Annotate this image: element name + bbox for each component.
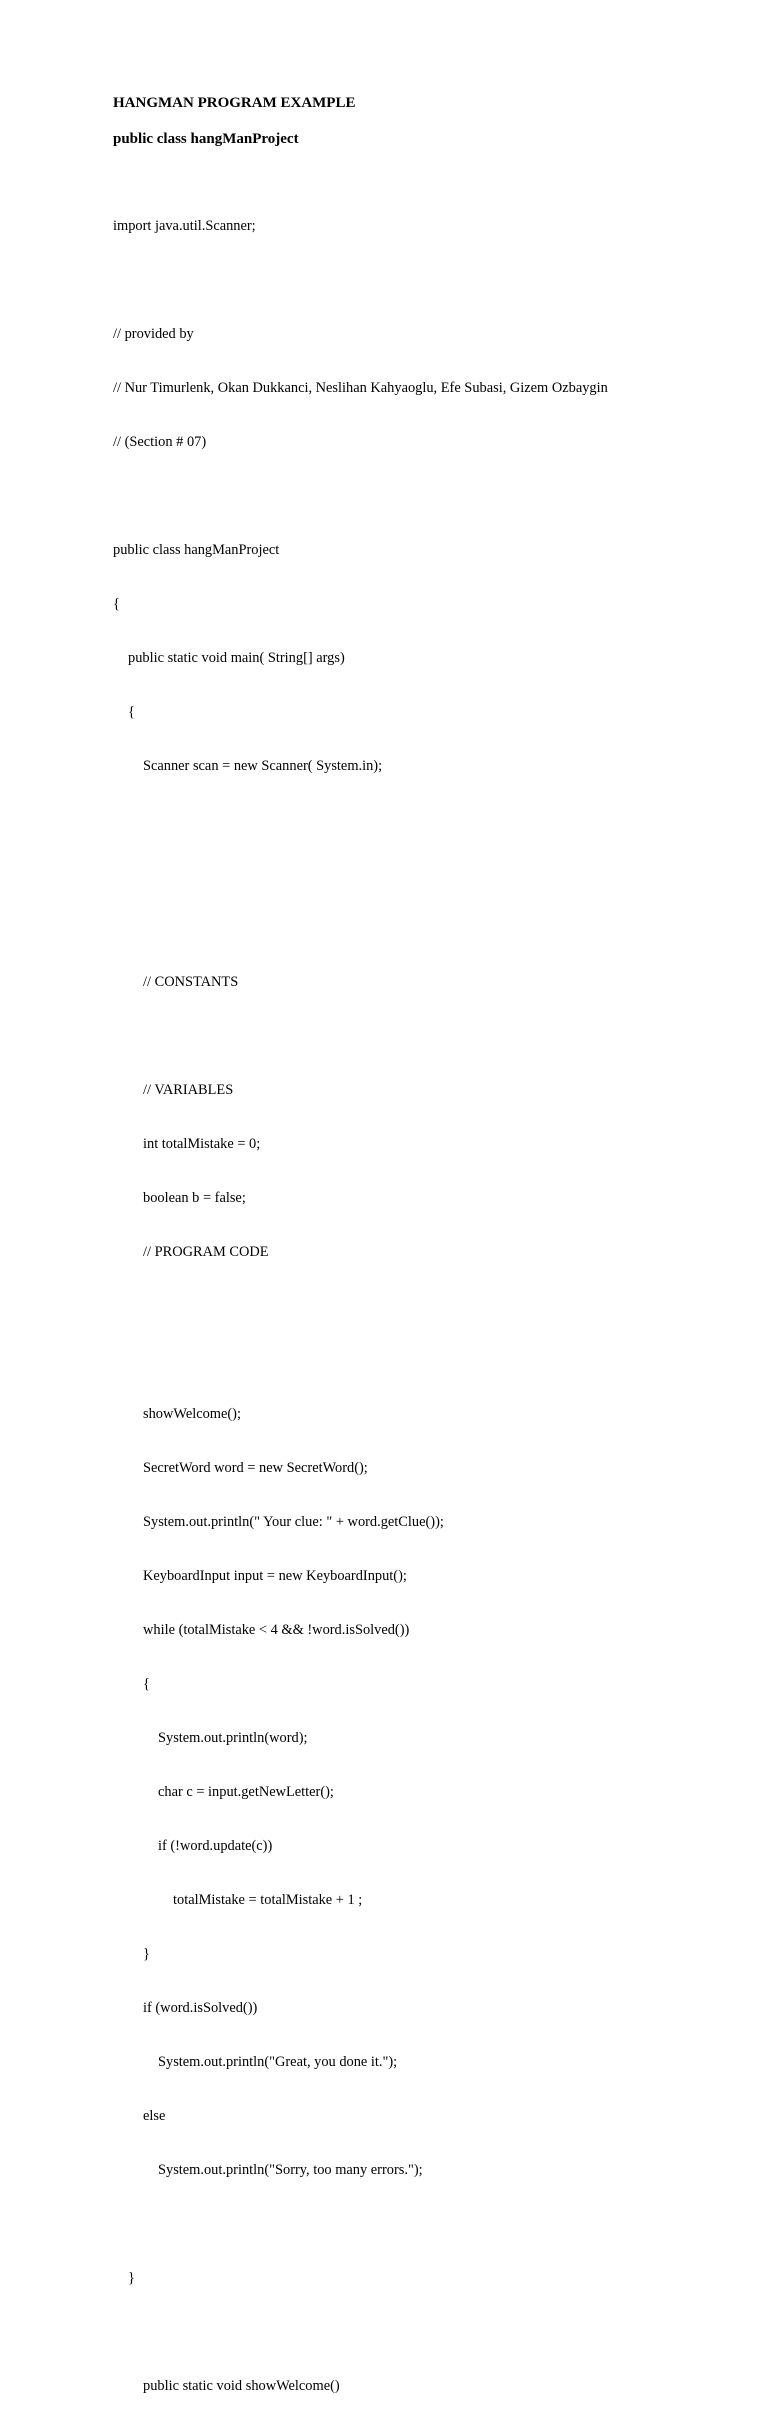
code-line: if (!word.update(c)): [158, 1838, 273, 1854]
code-line: totalMistake = totalMistake + 1 ;: [173, 1892, 363, 1908]
code-line: public static void showWelcome(): [143, 2378, 340, 2394]
code-line: System.out.println("Sorry, too many errors.");: [158, 2162, 423, 2178]
code-line: }: [128, 2270, 135, 2286]
code-line: int totalMistake = 0;: [143, 1136, 261, 1152]
code-line: {: [113, 596, 120, 612]
code-line: System.out.println(" Your clue: " + word.getClue());: [143, 1514, 444, 1530]
code-line: // CONSTANTS: [143, 974, 239, 990]
document-title: HANGMAN PROGRAM EXAMPLE: [113, 95, 356, 111]
code-line: showWelcome();: [143, 1406, 241, 1422]
code-line: [113, 1027, 608, 1045]
code-line: // PROGRAM CODE: [143, 1244, 269, 1260]
code-line: [113, 865, 608, 883]
code-line: // VARIABLES: [143, 1082, 234, 1098]
code-line: public static void main( String[] args): [128, 650, 345, 666]
code-line: [113, 2323, 608, 2341]
code-line: Scanner scan = new Scanner( System.in);: [143, 758, 383, 774]
code-line: if (word.isSolved()): [143, 2000, 258, 2016]
code-line: [113, 811, 608, 829]
code-line: public class hangManProject: [113, 542, 280, 558]
code-line: import java.util.Scanner;: [113, 218, 256, 234]
code-line: [113, 487, 608, 505]
code-line: // (Section # 07): [113, 434, 207, 450]
code-line: }: [143, 1946, 150, 1962]
code-block: [113, 181, 608, 2431]
code-line: char c = input.getNewLetter();: [158, 1784, 334, 1800]
code-line: boolean b = false;: [143, 1190, 246, 1206]
code-line: [113, 271, 608, 289]
document-subtitle: public class hangManProject: [113, 131, 299, 147]
code-line: else: [143, 2108, 166, 2124]
code-line: {: [128, 704, 135, 720]
code-line: System.out.println("Great, you done it.");: [158, 2054, 398, 2070]
code-line: // Nur Timurlenk, Okan Dukkanci, Neslihan Kahyaoglu, Efe Subasi, Gizem Ozbaygin: [113, 380, 608, 396]
code-line: {: [143, 1676, 150, 1692]
code-line: // provided by: [113, 326, 194, 342]
code-line: [113, 1297, 608, 1315]
code-line: [113, 919, 608, 937]
code-line: while (totalMistake < 4 && !word.isSolved()): [143, 1622, 410, 1638]
code-line: [113, 1351, 608, 1369]
code-line: SecretWord word = new SecretWord();: [143, 1460, 368, 1476]
code-line: [113, 2215, 608, 2233]
code-line: KeyboardInput input = new KeyboardInput();: [143, 1568, 407, 1584]
code-line: System.out.println(word);: [158, 1730, 308, 1746]
